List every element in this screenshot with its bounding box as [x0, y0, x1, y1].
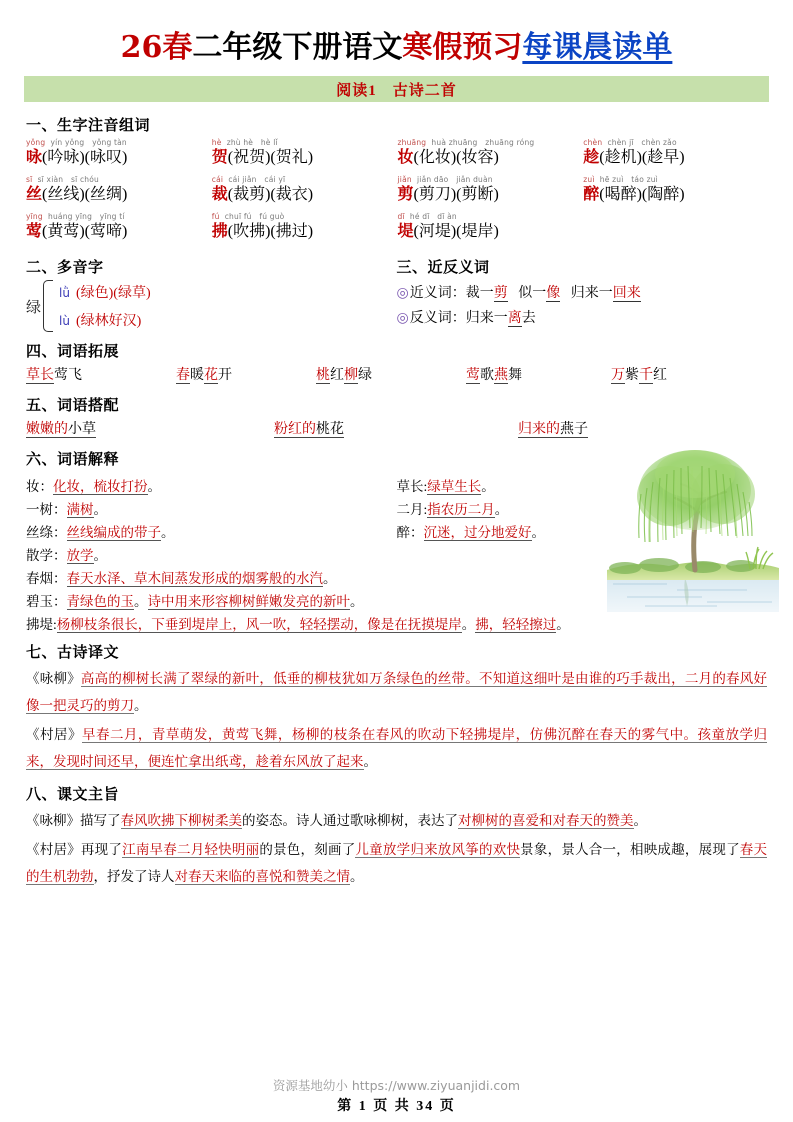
watermark: 资源基地幼小 https://www.ziyuanjidi.com [272, 1078, 521, 1093]
character-word-line: 丝(丝线)(丝绸) [26, 186, 128, 203]
character-word-line: 莺(黄莺)(莺啼) [26, 223, 128, 240]
character-word-line: 裁(裁剪)(裁衣) [211, 186, 314, 203]
explanation-item: 草长:绿草生长。 [396, 479, 495, 494]
character-word-line: 堤(河堤)(堤岸) [397, 223, 499, 240]
polyphone-row: lǜ (绿色)(绿草) [59, 286, 151, 301]
poem-translation: 《村居》早春二月，青草萌发，黄莺飞舞，杨柳的枝条在春风的吹动下轻拂堤岸，仿佛沉醉在春天的雾气中。孩童放学归来，发现时间还早，便连忙拿出纸鸢，趁着东风放了起来。 [26, 727, 768, 769]
expansion-item: 桃红柳绿 [316, 368, 372, 383]
character-word-line: 咏(吟咏)(咏叹) [26, 149, 128, 166]
theme-paragraph: 《村居》再现了江南早春二月轻快明丽的景色，刻画了儿童放学归来放风筝的欢快景象，景人合一，相映成趣，展现了春天的生机勃勃，抒发了诗人对春天来临的喜悦和赞美之情。 [26, 842, 768, 884]
section-heading-8: 八、课文主旨 [26, 785, 120, 803]
expansion-item: 草长莺飞 [26, 368, 82, 383]
expansion-item: 莺歌燕舞 [466, 368, 522, 383]
polyphone-row: lù (绿林好汉) [59, 314, 142, 329]
theme-paragraph: 《咏柳》描写了春风吹拂下柳树柔美的姿态。诗人通过歌咏柳树，表达了对柳树的喜爱和对春天的赞美。 [26, 813, 647, 828]
character-word-line: 妆(化妆)(妆容) [397, 149, 499, 166]
pinyin-line: fú chuī fú fú guò [211, 212, 285, 221]
explanation-left-column [26, 472, 397, 564]
pinyin-word-cell [583, 212, 767, 246]
pinyin-line: jiǎn jiǎn dāo jiǎn duàn [397, 175, 493, 184]
pinyin-line: yīng huáng yīng yīng tí [26, 212, 125, 221]
character-word-line: 趁(趁机)(趁早) [583, 149, 685, 166]
explanation-item: 春烟：春天水泽、草木间蒸发形成的烟雾般的水汽。 [26, 571, 337, 586]
polyphone-char: 绿 [26, 299, 42, 316]
word-explanation-block [26, 472, 767, 633]
section-heading-2: 二、多音字 [26, 258, 104, 276]
poem-translation: 《咏柳》高高的柳树长满了翠绿的新叶，低垂的柳枝犹如万条绿色的丝带。不知道这细叶是由谁的巧手裁出，二月的春风好像一把灵巧的剪刀。 [26, 671, 767, 713]
pinyin-word-cell [26, 212, 210, 246]
section-heading-1: 一、生字注音组词 [26, 116, 151, 134]
explanation-item: 一树：满树。 [26, 502, 107, 517]
synonym-antonym-box [397, 282, 768, 327]
section-heading-7: 七、古诗译文 [26, 643, 120, 661]
pinyin-line: dī hé dī dī àn [397, 212, 457, 221]
word-collocation-row [26, 418, 767, 440]
word-expansion-row [26, 364, 767, 386]
pinyin-word-cell [26, 175, 210, 209]
pinyin-word-cell [583, 175, 767, 209]
pinyin-word-cell [583, 138, 767, 172]
pinyin-line: yǒng yín yǒng yǒng tàn [26, 138, 127, 147]
polyphone-block [26, 280, 397, 332]
antonym-row: ◎反义词：归来一离去 [396, 311, 536, 326]
character-word-line: 剪(剪刀)(剪断) [397, 186, 499, 203]
polyphone-rows [59, 282, 151, 330]
character-word-line: 贺(祝贺)(贺礼) [211, 149, 314, 166]
explanation-item: 二月:指农历二月。 [396, 502, 509, 517]
pinyin-line: zhuāng huà zhuāng zhuāng róng [397, 138, 535, 147]
character-word-line: 拂(吹拂)(拂过) [211, 223, 314, 240]
section-heading-4: 四、词语拓展 [26, 342, 120, 360]
expansion-item: 万紫千红 [611, 368, 667, 383]
poem-translation-block [26, 665, 767, 775]
page-number: 第 1 页 共 34 页 [337, 1099, 456, 1114]
collocation-item: 归来的燕子 [518, 422, 588, 437]
explanation-item: 妆：化妆，梳妆打扮。 [26, 479, 161, 494]
section-heading-3: 三、近反义词 [396, 258, 490, 276]
title-part-black-1: 二年级下册语文 [192, 30, 403, 65]
section-heading-5: 五、词语搭配 [26, 396, 120, 414]
page-title [0, 0, 793, 72]
pinyin-word-cell [212, 175, 396, 209]
text-theme-block [26, 807, 767, 890]
pinyin-word-cell [212, 212, 396, 246]
pinyin-line: hè zhù hè hè lǐ [211, 138, 278, 147]
lesson-banner: 阅读1 古诗二首 [24, 76, 769, 102]
pinyin-word-cell [26, 138, 210, 172]
explanation-item: 醉：沉迷，过分地爱好。 [396, 525, 545, 540]
explanation-item: 散学：放学。 [26, 548, 107, 563]
brace-shape [43, 280, 53, 332]
explanation-right-column [397, 472, 768, 564]
title-part-blue: 每课晨读单 [522, 30, 673, 65]
section-heading-6: 六、词语解释 [26, 450, 120, 468]
title-part-red-2: 寒假预习 [402, 30, 523, 65]
pinyin-word-cell [398, 138, 582, 172]
pinyin-line: zuì hē zuì táo zuì [583, 175, 658, 184]
character-word-line: 醉(喝醉)(陶醉) [583, 186, 685, 203]
pinyin-word-grid [26, 138, 767, 246]
pinyin-line: sī sī xiàn sī chóu [26, 175, 99, 184]
explanation-item: 拂堤:杨柳枝条很长，下垂到堤岸上，风一吹，轻轻摆动，像是在抚摸堤岸。拂，轻轻擦过。 [26, 617, 570, 632]
collocation-item: 嫩嫩的小草 [26, 422, 96, 437]
title-part-red-1: 26春 [120, 30, 193, 65]
collocation-item: 粉红的桃花 [274, 422, 344, 437]
pinyin-line: cái cái jiǎn cái yī [211, 175, 286, 184]
synonym-row: ◎近义词：裁一剪 似一像 归来一回来 [396, 286, 641, 301]
expansion-item: 春暖花开 [176, 368, 232, 383]
explanation-wide-rows [26, 570, 767, 633]
pinyin-word-cell [398, 212, 582, 246]
pinyin-line: chèn chèn jī chèn zǎo [583, 138, 677, 147]
pinyin-word-cell [398, 175, 582, 209]
pinyin-word-cell [212, 138, 396, 172]
explanation-item: 碧玉：青绿色的玉。诗中用来形容柳树鲜嫩发亮的新叶。 [26, 594, 364, 609]
explanation-item: 丝绦：丝线编成的带子。 [26, 525, 175, 540]
